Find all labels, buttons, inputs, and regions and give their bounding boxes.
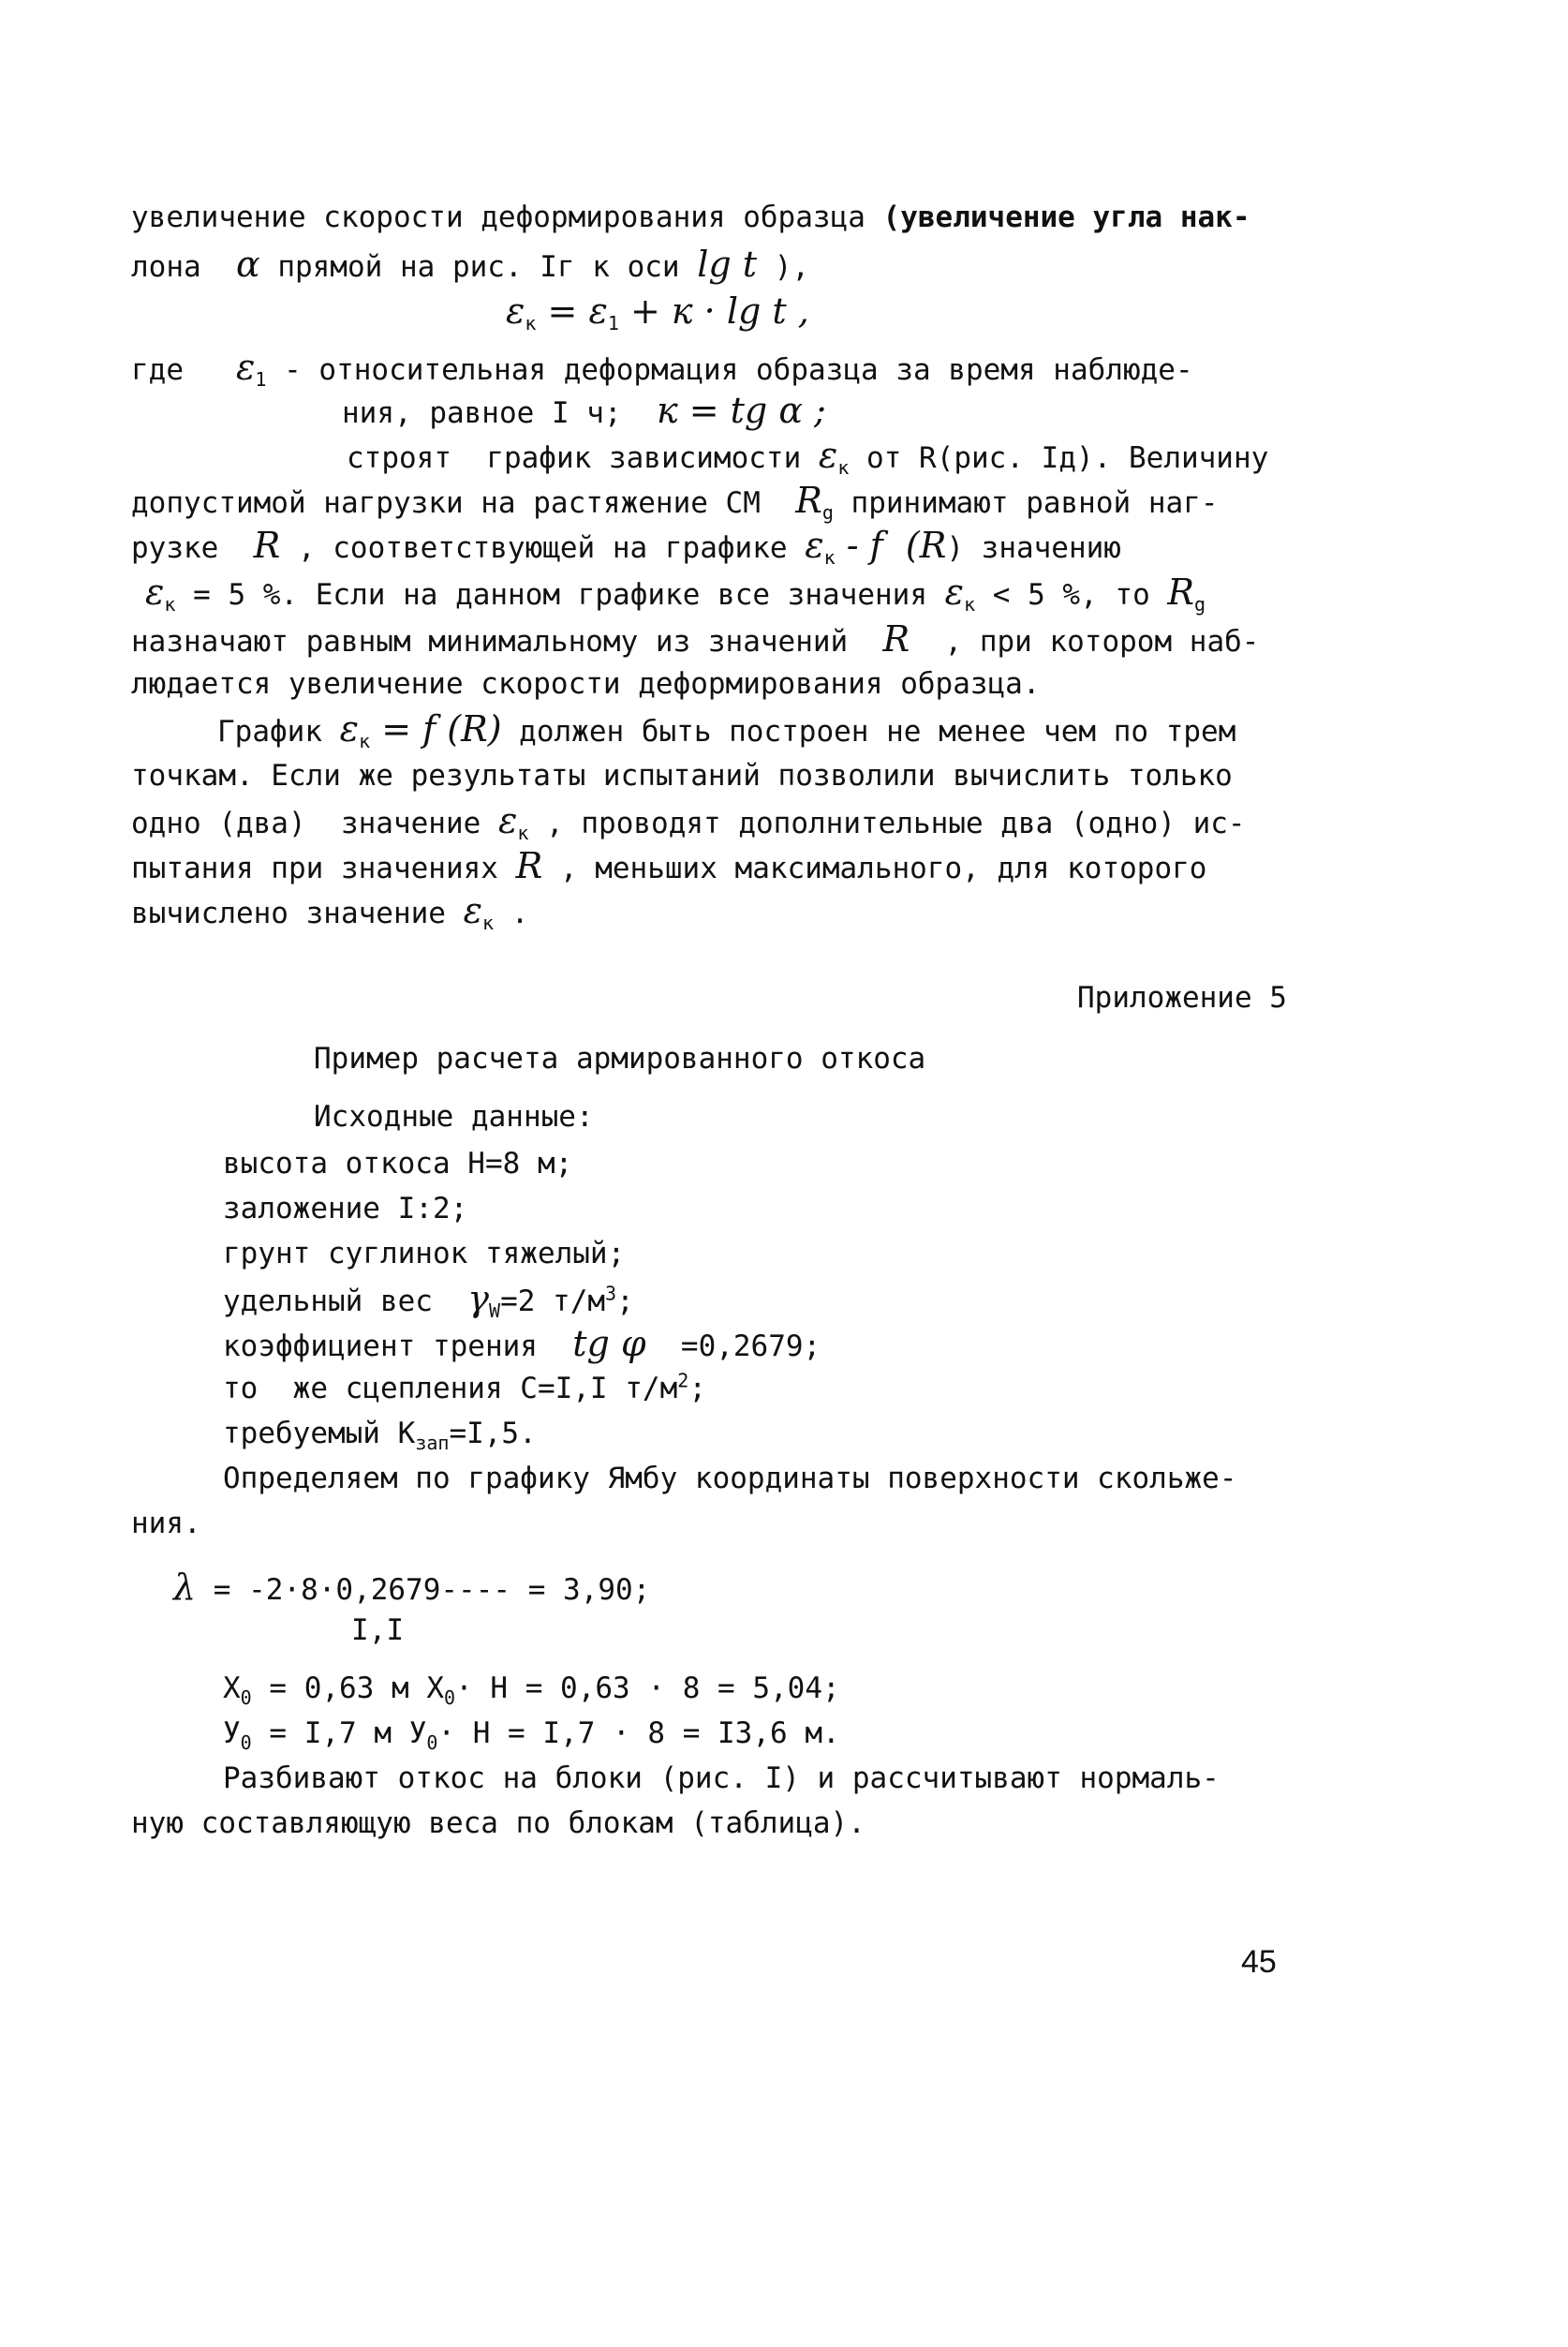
text-run: одно (два) значение xyxy=(131,807,498,840)
text-run: (увеличение угла нак- xyxy=(882,201,1250,234)
text-run: к xyxy=(482,912,495,935)
text-run: У xyxy=(223,1716,241,1750)
text-line xyxy=(223,1715,840,1755)
text-run: I,I xyxy=(351,1613,404,1647)
text-run: строят график зависимости xyxy=(347,441,819,475)
text-run: к xyxy=(164,593,176,616)
text-run: , соответствующей на графике xyxy=(280,531,806,565)
text-run: g xyxy=(1194,593,1206,616)
text-run: к xyxy=(823,546,836,570)
text-line xyxy=(131,757,1233,795)
text-line xyxy=(1077,979,1287,1017)
text-run: · H = I,7 · 8 = I3,6 м. xyxy=(437,1716,840,1750)
text-run: . xyxy=(494,897,529,930)
text-run: увеличение скорости деформирования образца xyxy=(131,201,883,234)
text-run: людается увеличение скорости деформирования образца. xyxy=(131,667,1041,701)
text-run: 1 xyxy=(255,368,267,392)
text-run: lg t xyxy=(697,244,758,285)
text-run: ε xyxy=(805,525,824,566)
text-run: грунт суглинок тяжелый; xyxy=(223,1237,626,1270)
text-run: · H = 0,63 · 8 = 5,04; xyxy=(455,1671,840,1705)
text-line xyxy=(223,1460,1237,1497)
text-run: требуемый K xyxy=(223,1417,416,1450)
text-run: коэффициент трения xyxy=(223,1329,573,1363)
text-run: =2 т/м xyxy=(500,1285,606,1318)
text-run: Определяем по графику Ямбу координаты поверхности скольже- xyxy=(223,1462,1237,1495)
text-run: - f ( xyxy=(835,525,920,566)
text-line xyxy=(131,847,1206,887)
text-run: = 0,63 м X xyxy=(251,1671,445,1705)
text-run: 3 xyxy=(605,1282,617,1305)
text-run: рузке xyxy=(131,531,254,565)
text-run: Исходные данные: xyxy=(314,1100,594,1134)
text-run: к xyxy=(837,456,850,480)
text-run: ния. xyxy=(131,1507,201,1540)
text-run: ε xyxy=(944,572,965,613)
text-line xyxy=(223,1235,625,1272)
text-line xyxy=(217,708,1236,753)
text-line xyxy=(342,392,826,432)
text-run: ) значению xyxy=(946,531,1121,565)
text-run: g xyxy=(821,501,834,525)
text-run: , меньших максимального, для которого xyxy=(542,852,1207,885)
text-line xyxy=(223,1278,634,1323)
text-run: 1 xyxy=(607,312,619,335)
text-line xyxy=(223,1370,706,1407)
text-run: 0 xyxy=(240,1686,252,1710)
text-run: = -2·8·0,2679---- = 3,90; xyxy=(196,1573,651,1607)
text-run: < 5 %, то xyxy=(975,578,1168,612)
text-line xyxy=(506,292,809,333)
text-run: ε xyxy=(339,708,360,750)
text-run: к xyxy=(964,593,976,616)
text-run: R xyxy=(253,525,281,566)
text-line xyxy=(351,1612,404,1649)
text-run: , проводят дополнительные два (одно) ис- xyxy=(528,807,1246,840)
text-line xyxy=(131,800,1246,845)
text-line xyxy=(223,1415,537,1455)
text-line xyxy=(314,1098,594,1136)
text-run: R xyxy=(795,480,822,521)
text-line xyxy=(131,1805,865,1842)
text-run: , при котором наб- xyxy=(910,625,1260,659)
text-run: к = tg α ; xyxy=(656,390,826,431)
text-line xyxy=(131,620,1259,661)
text-run: заложение I:2; xyxy=(223,1192,468,1225)
text-run: R xyxy=(919,525,947,566)
text-run: зап xyxy=(415,1432,450,1455)
text-run: пытания при значениях xyxy=(131,852,516,885)
text-line xyxy=(131,347,1193,392)
text-run: ; xyxy=(688,1372,706,1405)
text-run: то же сцепления C=I,I т/м xyxy=(223,1372,678,1405)
text-run: ε xyxy=(145,572,165,613)
text-run: прямой на рис. Iг к оси xyxy=(259,250,698,284)
text-line xyxy=(347,435,1269,480)
text-run: должен быть построен не менее чем по трем xyxy=(501,715,1236,749)
text-run: = ε xyxy=(536,290,608,332)
text-run: = f (R) xyxy=(370,708,502,750)
text-line xyxy=(131,525,1121,570)
text-run: лона xyxy=(131,250,236,284)
text-run: допустимой нагрузки на растяжение СМ xyxy=(131,486,796,520)
text-line xyxy=(145,573,1206,614)
text-line xyxy=(223,1670,840,1710)
text-run: - относительная деформация образца за время наблюде- xyxy=(266,353,1193,387)
text-line xyxy=(223,1190,467,1227)
text-run: ε xyxy=(235,347,256,388)
text-run: 0 xyxy=(240,1731,252,1755)
text-run: 0 xyxy=(426,1731,438,1755)
text-run: ), xyxy=(757,250,810,284)
text-run: 2 xyxy=(677,1369,689,1392)
text-line xyxy=(131,890,529,935)
text-run: 0 xyxy=(444,1686,456,1710)
text-run: + к · lg t , xyxy=(618,290,809,332)
text-run: к xyxy=(359,730,371,753)
text-run: W xyxy=(489,1300,501,1323)
text-line xyxy=(131,199,1250,236)
text-line xyxy=(131,665,1041,703)
text-run: вычислено значение xyxy=(131,897,464,930)
text-run: где xyxy=(131,353,236,387)
text-run: ния, равное I ч; xyxy=(342,396,657,430)
text-run: График xyxy=(217,715,340,749)
text-line xyxy=(131,245,809,286)
text-run: удельный вес xyxy=(223,1285,468,1318)
text-run: ε xyxy=(818,435,838,476)
text-line xyxy=(131,1505,201,1542)
text-run: R xyxy=(515,845,543,886)
text-line xyxy=(223,1145,572,1182)
text-run: Пример расчета армированного откоса xyxy=(314,1042,926,1076)
text-run: α xyxy=(235,244,260,285)
text-run: к xyxy=(525,312,537,335)
text-run: = 5 %. Если на данном графике все значения xyxy=(175,578,945,612)
text-run: R xyxy=(1167,572,1195,613)
text-line xyxy=(131,480,1219,525)
text-run: ; xyxy=(616,1285,634,1318)
text-run: tg φ xyxy=(572,1323,646,1364)
text-run: принимают равной наг- xyxy=(833,486,1219,520)
text-line xyxy=(173,1568,650,1609)
text-line xyxy=(314,1040,925,1077)
text-run: =I,5. xyxy=(449,1417,537,1450)
text-run: Приложение 5 xyxy=(1077,981,1287,1015)
text-run: = I,7 м У xyxy=(251,1716,427,1750)
text-run: точкам. Если же результаты испытаний позволили вычислить только xyxy=(131,759,1233,793)
text-run: R xyxy=(882,618,910,660)
text-run: X xyxy=(223,1671,241,1705)
text-line xyxy=(223,1325,821,1365)
text-run: ную составляющую веса по блокам (таблица). xyxy=(131,1806,865,1840)
text-run: Разбивают откос на блоки (рис. I) и рассчитывают нормаль- xyxy=(223,1761,1220,1795)
text-run: ε xyxy=(497,800,518,841)
text-run: =0,2679; xyxy=(645,1329,821,1363)
text-run: назначают равным минимальному из значений xyxy=(131,625,883,659)
text-line xyxy=(223,1760,1220,1797)
text-run: к xyxy=(517,822,529,845)
text-run: γ xyxy=(467,1278,490,1319)
text-run: λ xyxy=(173,1567,197,1608)
text-run: ε xyxy=(506,290,525,332)
text-run: от R(рис. Iд). Величину xyxy=(849,441,1269,475)
text-run: ε xyxy=(463,890,483,931)
page-number: 45 xyxy=(1241,1944,1277,1980)
text-run: высота откоса H=8 м; xyxy=(223,1147,573,1181)
